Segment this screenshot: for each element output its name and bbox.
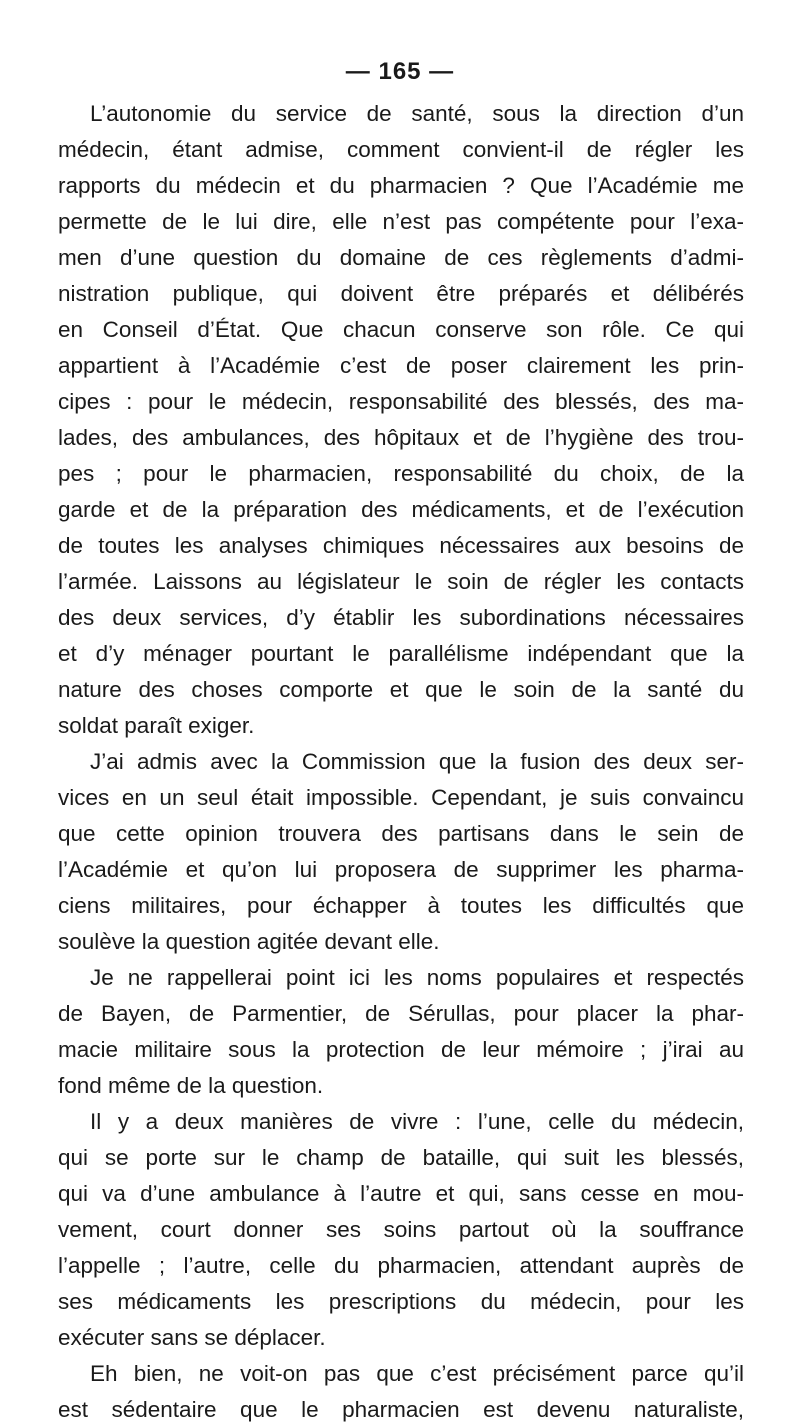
text-line: ses médicaments les prescriptions du médecin, pour les xyxy=(58,1289,744,1314)
text-line: médecin, étant admise, comment convient-il de régler les xyxy=(58,137,744,162)
text-line: et d’y ménager pourtant le parallélisme indépendant que la xyxy=(58,641,744,666)
text-line: soldat paraît exiger. xyxy=(58,713,255,738)
text-line: Eh bien, ne voit-on pas que c’est précisément parce qu’il xyxy=(90,1361,744,1386)
page-number: — 165 — xyxy=(345,58,455,85)
text-line: nature des choses comporte et que le soin de la santé du xyxy=(58,677,744,702)
text-line: permette de le lui dire, elle n’est pas compétente pour l’exa- xyxy=(58,209,744,234)
text-line: Je ne rappellerai point ici les noms populaires et respectés xyxy=(90,965,744,990)
text-line: que cette opinion trouvera des partisans dans le sein de xyxy=(58,821,744,846)
text-line: lades, des ambulances, des hôpitaux et de l’hygiène des trou- xyxy=(58,425,744,450)
text-line: men d’une question du domaine de ces règlements d’admi- xyxy=(58,245,744,270)
text-line: cipes : pour le médecin, responsabilité des blessés, des ma- xyxy=(58,389,744,414)
text-line: fond même de la question. xyxy=(58,1073,324,1098)
text-line: Il y a deux manières de vivre : l’une, celle du médecin, xyxy=(90,1109,744,1134)
text-line: vices en un seul était impossible. Cependant, je suis convaincu xyxy=(58,785,744,810)
text-line: l’Académie et qu’on lui proposera de supprimer les pharma- xyxy=(58,857,744,882)
text-line: qui va d’une ambulance à l’autre et qui, sans cesse en mou- xyxy=(58,1181,744,1206)
text-line: rapports du médecin et du pharmacien ? Que l’Académie me xyxy=(58,173,744,198)
text-line: est sédentaire que le pharmacien est devenu naturaliste, xyxy=(58,1397,744,1422)
text-line: de Bayen, de Parmentier, de Sérullas, pour placer la phar- xyxy=(58,1001,744,1026)
text-line: vement, court donner ses soins partout où la souffrance xyxy=(58,1217,744,1242)
body-text xyxy=(58,96,744,1428)
text-line: appartient à l’Académie c’est de poser clairement les prin- xyxy=(58,353,744,378)
text-line: en Conseil d’État. Que chacun conserve son rôle. Ce qui xyxy=(58,317,744,342)
text-line: ciens militaires, pour échapper à toutes les difficultés que xyxy=(58,893,744,918)
text-line: qui se porte sur le champ de bataille, qui suit les blessés, xyxy=(58,1145,744,1170)
text-line: soulève la question agitée devant elle. xyxy=(58,929,440,954)
text-line: L’autonomie du service de santé, sous la direction d’un xyxy=(90,101,744,126)
text-line: l’appelle ; l’autre, celle du pharmacien, attendant auprès de xyxy=(58,1253,744,1278)
text-line: macie militaire sous la protection de leur mémoire ; j’irai au xyxy=(58,1037,744,1062)
text-line: J’ai admis avec la Commission que la fusion des deux ser- xyxy=(90,749,744,774)
text-line: nistration publique, qui doivent être préparés et délibérés xyxy=(58,281,744,306)
text-line: pes ; pour le pharmacien, responsabilité du choix, de la xyxy=(58,461,744,486)
text-line: exécuter sans se déplacer. xyxy=(58,1325,326,1350)
text-line: de toutes les analyses chimiques nécessaires aux besoins de xyxy=(58,533,744,558)
text-line: garde et de la préparation des médicaments, et de l’exécution xyxy=(58,497,744,522)
text-line: l’armée. Laissons au législateur le soin de régler les contacts xyxy=(58,569,744,594)
text-line: des deux services, d’y établir les subordinations nécessaires xyxy=(58,605,744,630)
